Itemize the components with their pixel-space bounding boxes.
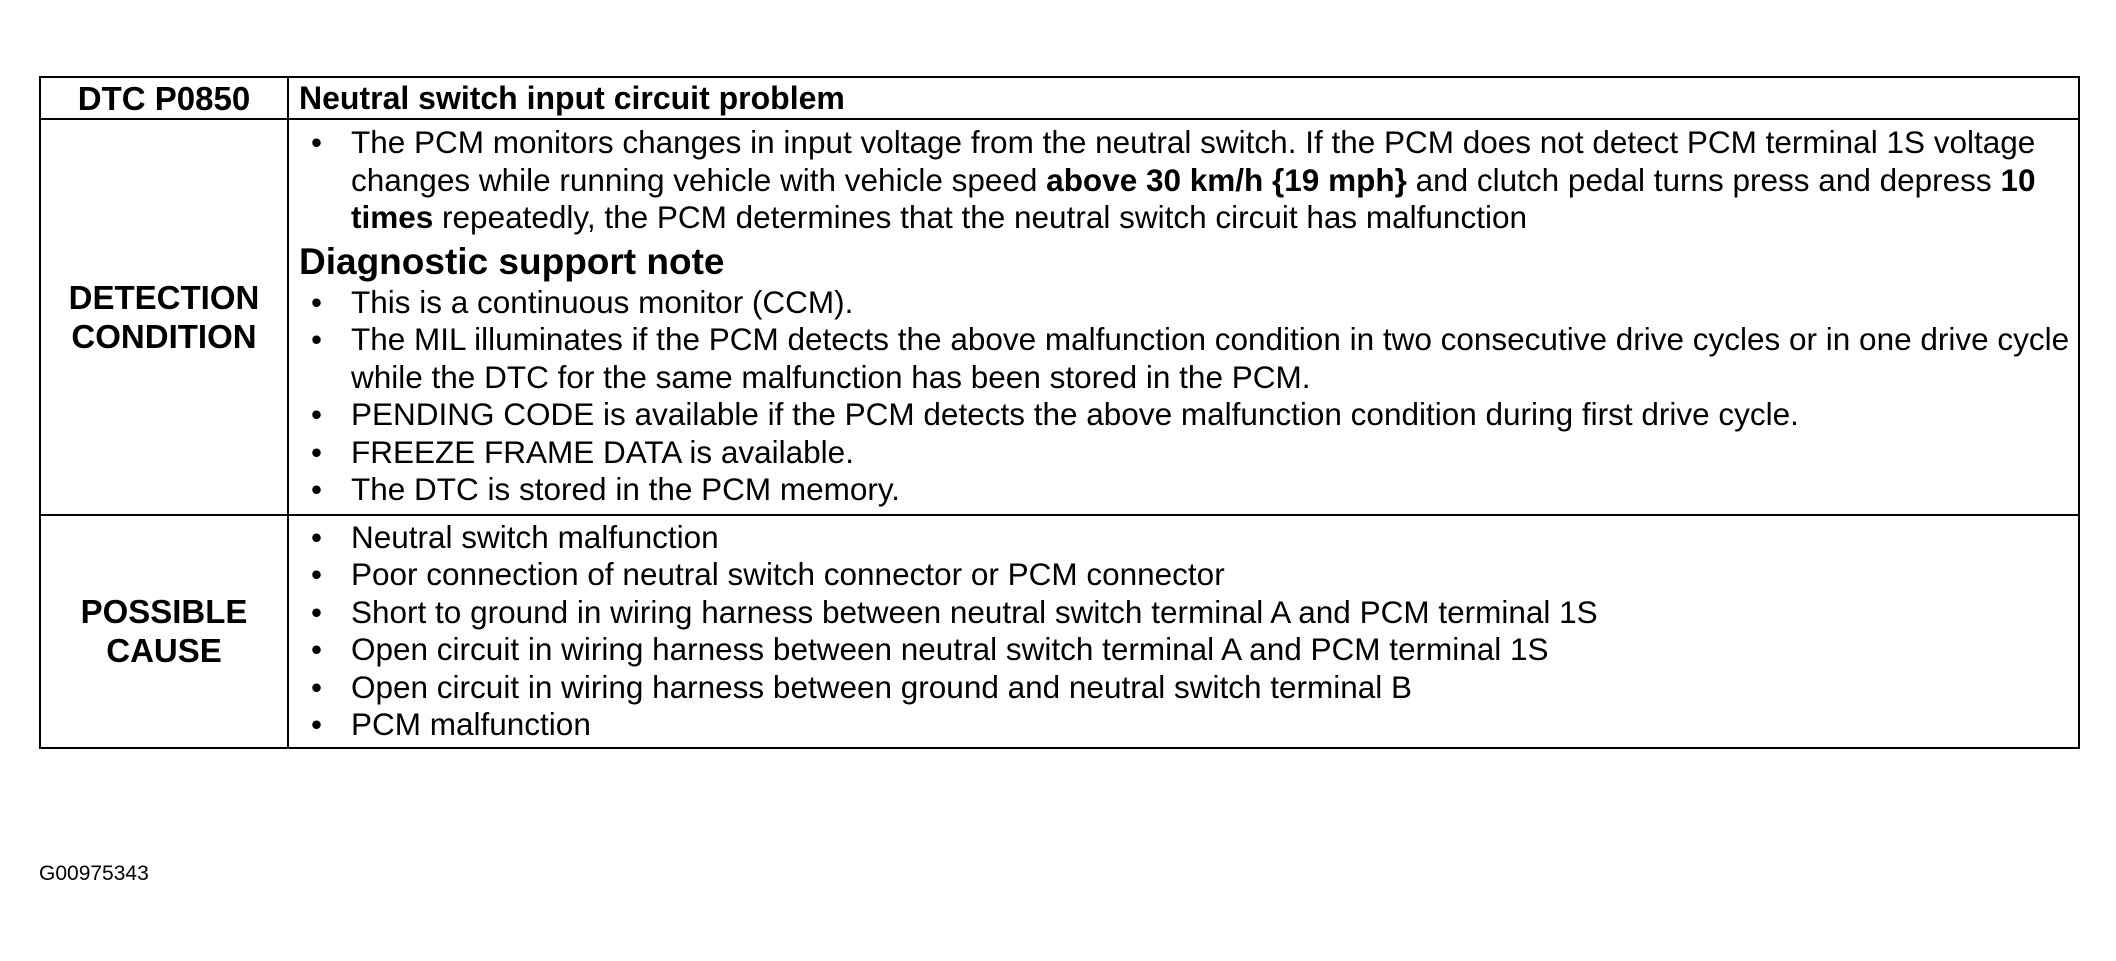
detection-content (288, 119, 2079, 515)
list-item: • The MIL illuminates if the PCM detects the above malfunction condition in two consecutive drive cycles or in one drive cycle while the DTC for the same malfunction has been stored in the PCM. (299, 321, 2070, 396)
diagnostic-note-heading: Diagnostic support note (299, 240, 725, 282)
detection-label-line1: DETECTION (68, 278, 260, 316)
detection-main-bullet (299, 124, 2070, 237)
dtc-title: Neutral switch input circuit problem (288, 77, 2079, 119)
cause-label (40, 515, 288, 748)
cause-content (288, 515, 2079, 748)
cause-label-line2: CAUSE (106, 632, 222, 669)
detection-main-list (299, 124, 2070, 237)
cause-list (299, 519, 2070, 744)
cause-label-line1: POSSIBLE (80, 593, 248, 630)
list-item: • Neutral switch malfunction (299, 519, 2070, 557)
list-item: • PCM malfunction (299, 706, 2070, 744)
list-item: • This is a continuous monitor (CCM). (299, 284, 2070, 322)
list-item: • The DTC is stored in the PCM memory. (299, 471, 2070, 509)
list-item: • Short to ground in wiring harness between neutral switch terminal A and PCM terminal 1S (299, 594, 2070, 632)
dtc-code: DTC P0850 (40, 77, 288, 119)
list-item: • PENDING CODE is available if the PCM detects the above malfunction condition during first drive cycle. (299, 396, 2070, 434)
diagnostic-note-list (299, 284, 2070, 509)
main-text-3: repeatedly, the PCM determines that the neutral switch circuit has malfunction (433, 199, 1527, 235)
main-text-1: The PCM monitors changes in input voltage from the neutral switch. If the PCM does not detect PCM terminal 1S voltage changes while running vehicle with vehicle speed (351, 124, 2036, 198)
cause-row (40, 515, 2079, 748)
main-text-2: and clutch pedal turns press and depress (1406, 161, 2001, 198)
header-row (40, 77, 2079, 119)
detection-label (40, 119, 288, 515)
figure-id: G00975343 (39, 862, 149, 885)
list-item: • Open circuit in wiring harness between neutral switch terminal A and PCM terminal 1S (299, 631, 2070, 669)
main-bold-speed: above 30 km/h {19 mph} (1046, 161, 1407, 198)
list-item: • FREEZE FRAME DATA is available. (299, 434, 2070, 472)
detection-row (40, 119, 2079, 515)
dtc-table (39, 76, 2080, 749)
list-item: • Open circuit in wiring harness between ground and neutral switch terminal B (299, 669, 2070, 707)
detection-label-line2: CONDITION (71, 317, 257, 355)
main-bold-times: 10 times (351, 161, 2036, 235)
list-item: • Poor connection of neutral switch connector or PCM connector (299, 556, 2070, 594)
